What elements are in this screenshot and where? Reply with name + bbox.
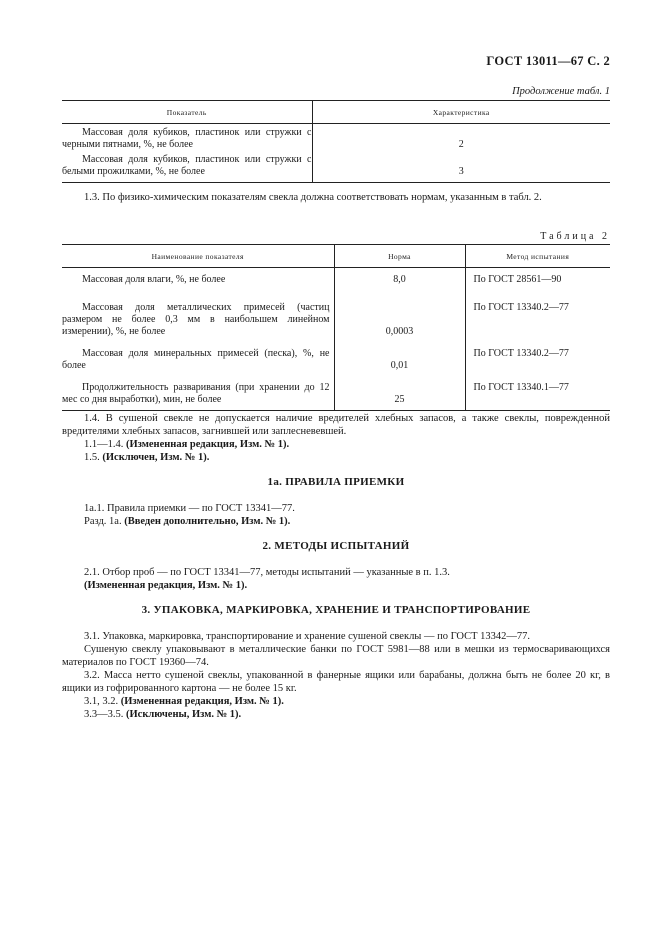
note-prefix: 3.3—3.5.: [84, 709, 124, 720]
table-2-row-norm: 8,0: [334, 268, 465, 291]
table-row: [62, 290, 610, 340]
note-prefix: Разд. 1а.: [84, 516, 122, 527]
amendment-note-3-1-3-2: [62, 695, 610, 708]
table-2-row-name: Массовая доля металлических примесей (частиц размером не более 0,3 мм в наибольшем линейном измерении), %, не более: [62, 302, 330, 337]
table-1-col-characteristic: Характеристика: [312, 101, 610, 124]
table-row: [62, 268, 610, 291]
table-2-row-name: Массовая доля влаги, %, не более: [82, 274, 226, 285]
note-text: (Измененная редакция, Изм. № 1).: [126, 439, 290, 450]
table-2-label: Таблица 2: [540, 231, 610, 242]
table-2-row-norm: 25: [334, 374, 465, 411]
table-row: [62, 151, 610, 183]
table-1: [62, 100, 610, 183]
table-2-row-method: По ГОСТ 13340.2—77: [465, 340, 610, 374]
table-1-row-name: Массовая доля кубиков, пластинок или стружки с белыми прожилками, %, не более: [62, 154, 312, 177]
note-prefix: 3.1, 3.2.: [84, 696, 119, 707]
document-page: [62, 0, 610, 936]
table-1-row-name: Массовая доля кубиков, пластинок или стружки с черными пятнами, %, не более: [62, 127, 312, 150]
section-1a-title: 1а. ПРАВИЛА ПРИЕМКИ: [267, 476, 405, 488]
paragraph-1-4: 1.4. В сушеной свекле не допускается наличие вредителей хлебных запасов, а также свеклы, поврежденной вредителями хлебных запасов, загнившей или заплесневевшей.: [62, 413, 610, 437]
table-continuation-label: Продолжение табл. 1: [512, 86, 610, 97]
note-prefix: 1.1—1.4.: [84, 439, 124, 450]
paragraph-3-1: 3.1. Упаковка, маркировка, транспортирование и хранение сушеной свеклы — по ГОСТ 13342—77.: [84, 631, 531, 642]
table-2-row-norm: 0,0003: [334, 290, 465, 340]
table-2-row-name: Продолжительность разваривания (при хранении до 12 мес со дня выработки), мин, не более: [62, 382, 330, 405]
paragraph-3-1-packaging: Сушеную свеклу упаковывают в металлические банки по ГОСТ 5981—88 или в мешки из термосваривающихся материалов по ГОСТ 19360—74.: [62, 644, 610, 668]
note-text: (Исключен, Изм. № 1).: [102, 452, 210, 463]
table-row: [62, 124, 610, 152]
paragraph-1a-1: 1а.1. Правила приемки — по ГОСТ 13341—77.: [84, 503, 295, 514]
amendment-note-1-5: [62, 451, 610, 464]
document-header: ГОСТ 13011—67 С. 2: [486, 54, 610, 68]
table-row: [62, 374, 610, 411]
section-2-title: 2. МЕТОДЫ ИСПЫТАНИЙ: [262, 540, 410, 552]
table-2-col-name: Наименование показателя: [151, 251, 244, 261]
paragraph-2-1: 2.1. Отбор проб — по ГОСТ 13341—77, методы испытаний — указанные в п. 1.3.: [84, 567, 450, 578]
note-prefix: 1.5.: [84, 452, 100, 463]
note-text: (Исключены, Изм. № 1).: [126, 709, 242, 720]
section-3-title: 3. УПАКОВКА, МАРКИРОВКА, ХРАНЕНИЕ И ТРАНСПОРТИРОВАНИЕ: [141, 604, 531, 616]
table-1-row-value: 3: [312, 151, 610, 183]
amendment-note-3-3-3-5: [62, 708, 610, 721]
table-1-header-row: [62, 101, 610, 124]
paragraph-1-3: 1.3. По физико-химическим показателям свекла должна соответствовать нормам, указанным в табл. 2.: [84, 192, 542, 203]
table-2-col-norm: Норма: [334, 245, 465, 268]
table-2-header-row: [62, 245, 610, 268]
table-2-row-norm: 0,01: [334, 340, 465, 374]
table-1-row-value: 2: [312, 124, 610, 152]
table-2-col-method: Метод испытания: [465, 245, 610, 268]
note-text: (Введен дополнительно, Изм. № 1).: [124, 516, 291, 527]
note-text: (Измененная редакция, Изм. № 1).: [84, 580, 248, 591]
table-1-col-indicator: Показатель: [166, 107, 207, 117]
note-text: (Измененная редакция, Изм. № 1).: [120, 696, 284, 707]
table-2-row-method: По ГОСТ 28561—90: [465, 268, 610, 291]
table-row: [62, 340, 610, 374]
table-2-row-method: По ГОСТ 13340.1—77: [465, 374, 610, 411]
paragraph-3-2: 3.2. Масса нетто сушеной свеклы, упакованной в фанерные ящики или барабаны, должна быть не более 20 кг, в ящики из гофрированного картона — не более 15 кг.: [62, 670, 610, 694]
table-2-row-method: По ГОСТ 13340.2—77: [465, 290, 610, 340]
table-2-row-name: Массовая доля минеральных примесей (песка), %, не более: [62, 348, 330, 371]
amendment-note-2: [62, 579, 610, 592]
amendment-note-1a: [62, 515, 610, 528]
table-2: [62, 244, 610, 411]
amendment-note-1-1-1-4: [62, 438, 610, 451]
